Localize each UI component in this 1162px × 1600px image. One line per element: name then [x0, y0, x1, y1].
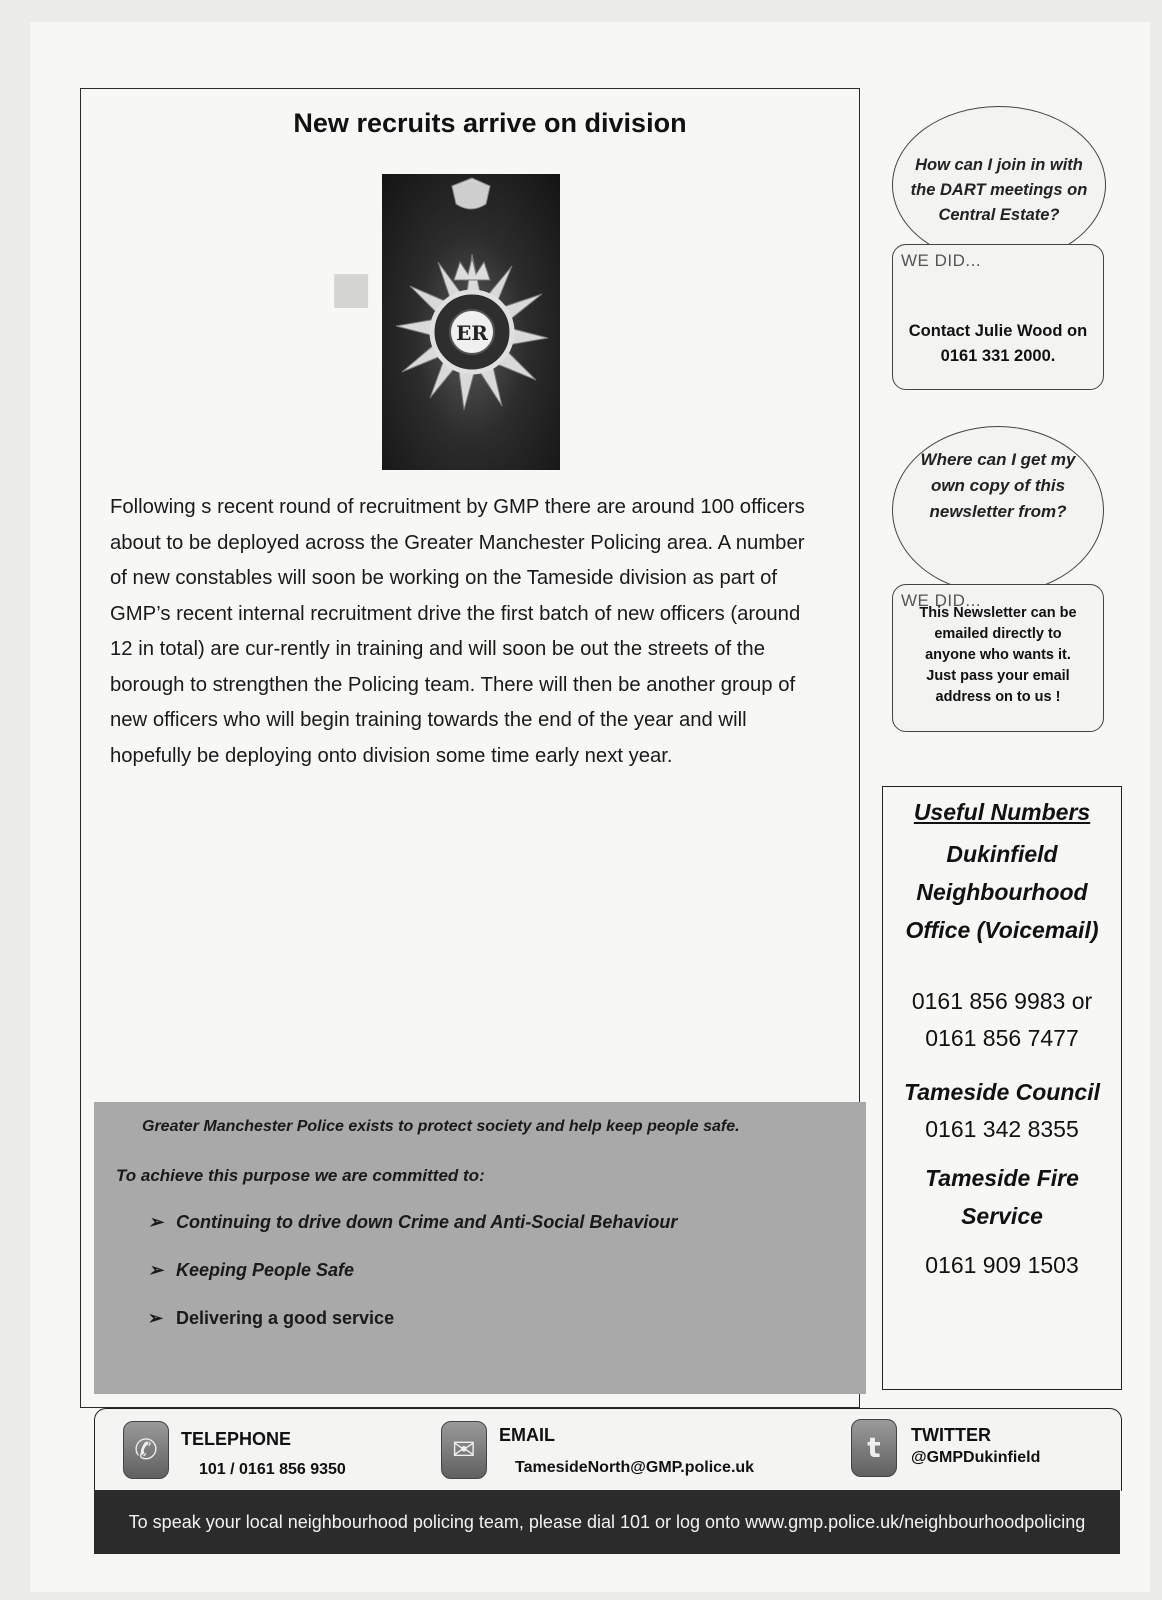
arrow-bullet-icon: ➢: [148, 1308, 164, 1328]
article-headline: New recruits arrive on division: [293, 108, 687, 138]
dukinfield-office-name: Dukinfield Neighbourhood Office (Voicemail): [905, 841, 1099, 943]
twitter-label: TWITTER: [911, 1425, 991, 1445]
email-label: EMAIL: [499, 1425, 555, 1445]
we-did-label-2: WE DID...: [901, 591, 982, 610]
mission-item-1: [148, 1212, 677, 1233]
police-badge-icon: [382, 174, 560, 470]
question-text-2: Where can I get my own copy of this newsletter from?: [920, 450, 1076, 521]
mission-statement: Greater Manchester Police exists to protect society and help keep people safe.: [142, 1118, 740, 1135]
twitter-handle[interactable]: @GMPDukinfield: [911, 1449, 1041, 1466]
answer-text-1: Contact Julie Wood on 0161 331 2000.: [908, 322, 1088, 365]
answer-bubble-2: [892, 584, 1104, 732]
mission-statement-box: [94, 1102, 866, 1394]
answer-text-2: This Newsletter can be emailed directly to anyone who wants it. Just pass your email address on to us !: [919, 605, 1077, 705]
mission-item-text: Delivering a good service: [176, 1308, 395, 1328]
tameside-council-number: 0161 342 8355: [925, 1116, 1079, 1142]
arrow-bullet-icon: ➢: [148, 1260, 164, 1280]
telephone-number[interactable]: 101 / 0161 856 9350: [199, 1461, 346, 1478]
svg-text:ER: ER: [456, 321, 488, 345]
useful-numbers-panel: [882, 786, 1122, 1390]
question-bubble-2: [892, 426, 1104, 594]
telephone-icon: ✆: [123, 1421, 169, 1479]
twitter-icon: t: [851, 1419, 897, 1477]
arrow-bullet-icon: ➢: [148, 1212, 164, 1232]
mission-item-text: Continuing to drive down Crime and Anti-Social Behaviour: [176, 1212, 678, 1232]
tameside-fire-number: 0161 909 1503: [925, 1252, 1079, 1278]
useful-numbers-title: Useful Numbers: [913, 799, 1091, 825]
contact-bar: [94, 1408, 1122, 1491]
telephone-label: TELEPHONE: [181, 1429, 292, 1449]
show-through-decoration: ■: [320, 249, 373, 327]
question-bubble-1: [892, 106, 1106, 264]
article-body: Following s recent round of recruitment by GMP there are around 100 officers about to be deployed across the Greater Manchester Policing area. A number of new constables will soon be working on the Tameside division as part of GMP’s recent internal recruitment drive the first batch of new officers (around 12 in total) are cur-rently in training and will soon be out the streets of the borough to strengthen the Policing team. There will then be another group of new officers who will begin training towards the end of the year and will hopefully be deploying onto division some time early next year.: [110, 496, 805, 767]
email-address[interactable]: TamesideNorth@GMP.police.uk: [515, 1459, 755, 1476]
footer-banner: To speak your local neighbourhood policing team, please dial 101 or log onto www.gmp.police.uk/neighbourhoodpolicing: [94, 1490, 1120, 1554]
dukinfield-office-number: 0161 856 9983 or 0161 856 7477: [911, 988, 1093, 1051]
tameside-fire-name: Tameside Fire Service: [925, 1165, 1079, 1229]
tameside-council-name: Tameside Council: [904, 1079, 1100, 1105]
email-icon: ✉: [441, 1421, 487, 1479]
mission-item-2: [148, 1260, 354, 1281]
we-did-label-1: WE DID...: [901, 251, 982, 270]
mission-commitment: To achieve this purpose we are committed to:: [116, 1166, 485, 1185]
police-badge-photo: [382, 174, 560, 470]
question-text-1: How can I join in with the DART meetings on Central Estate?: [910, 156, 1088, 224]
mission-item-text: Keeping People Safe: [176, 1260, 355, 1280]
answer-bubble-1: [892, 244, 1104, 390]
mission-item-3: [148, 1308, 394, 1329]
